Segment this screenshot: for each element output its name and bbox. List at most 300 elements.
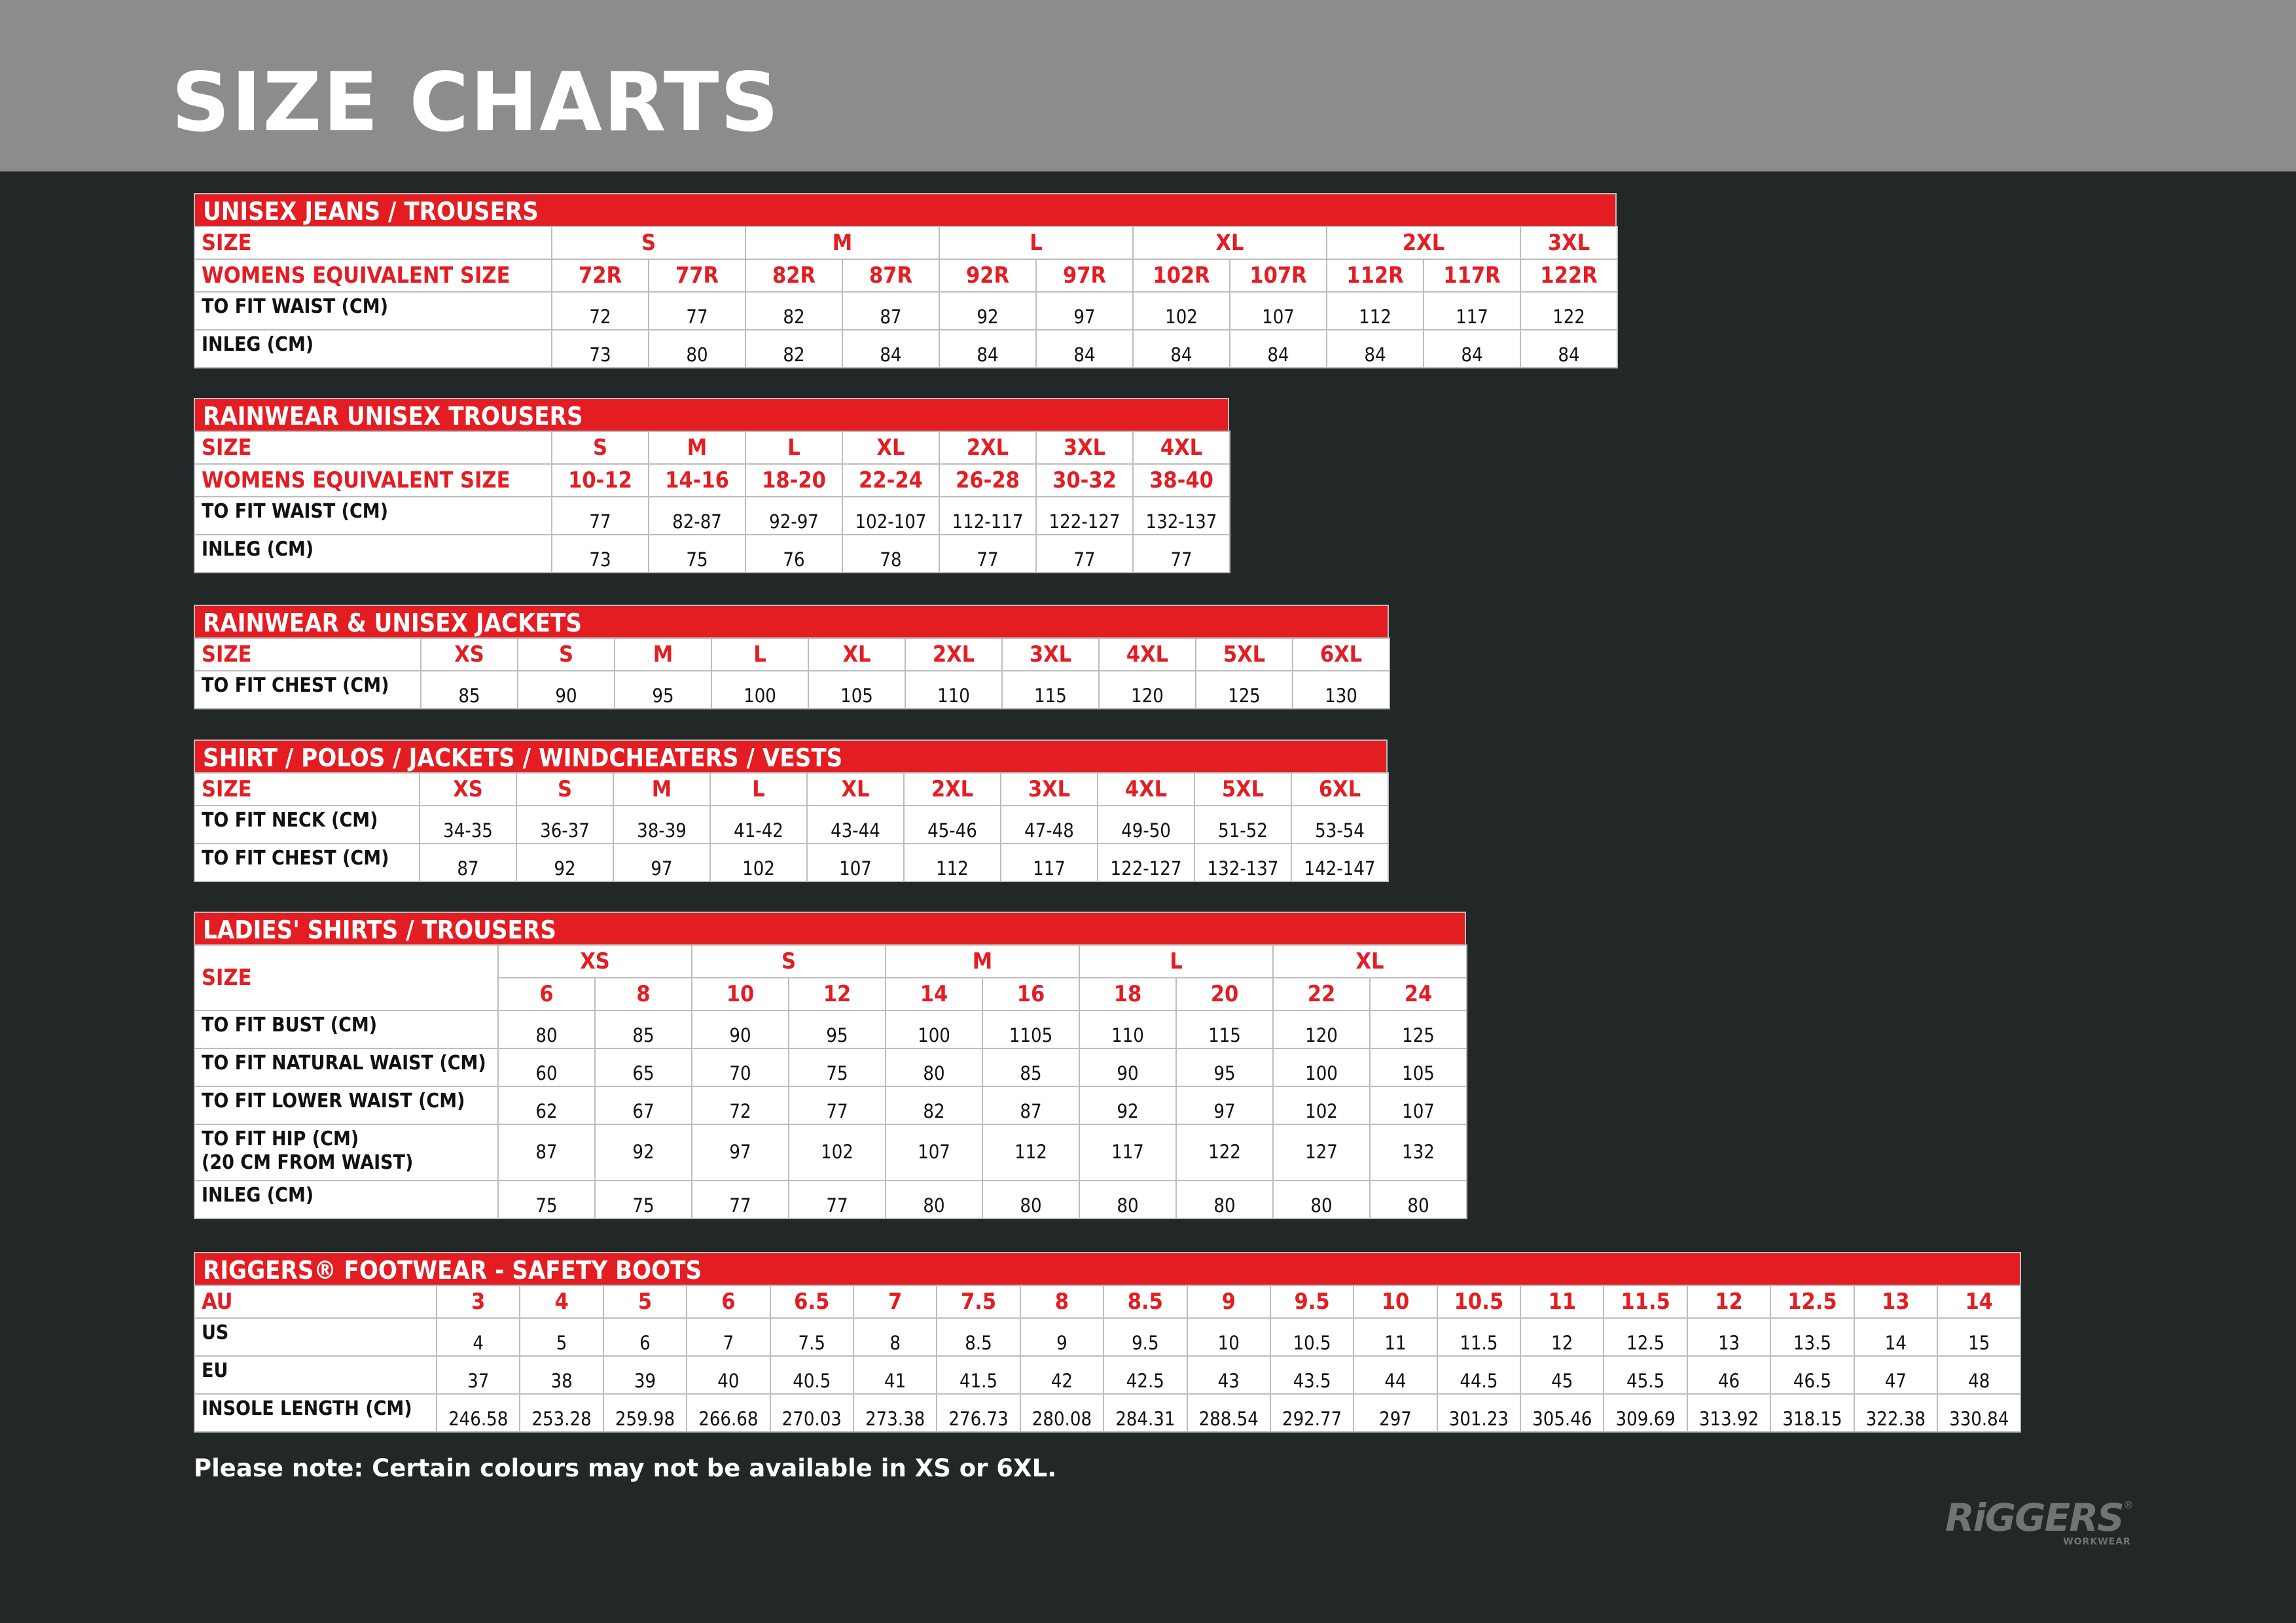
table-cell: 110	[905, 671, 1002, 709]
table-cell: 100	[1273, 1048, 1370, 1086]
size-header: 14	[886, 978, 982, 1010]
table-cell: 43.5	[1270, 1356, 1354, 1394]
size-header: 18	[1079, 978, 1176, 1010]
row-label: EU	[194, 1356, 437, 1394]
table-cell: 117	[1424, 292, 1520, 330]
size-header: S	[552, 431, 649, 464]
table-cell: 100	[886, 1010, 982, 1048]
row-label: TO FIT LOWER WAIST (CM)	[194, 1086, 498, 1124]
boots-size-row	[194, 1285, 2020, 1318]
table-cell: 47-48	[1001, 806, 1098, 844]
womens-size: 102R	[1133, 259, 1230, 292]
size-header: 4XL	[1098, 773, 1194, 806]
table-cell: 107	[1230, 292, 1327, 330]
table-cell: 1105	[982, 1010, 1079, 1048]
size-header: XL	[807, 773, 904, 806]
table-cell: 270.03	[770, 1394, 853, 1432]
size-header: 6XL	[1293, 638, 1390, 671]
table-cell: 44	[1354, 1356, 1437, 1394]
table-cell: 112	[1327, 292, 1424, 330]
womens-size: 82R	[745, 259, 842, 292]
table-cell: 115	[1176, 1010, 1273, 1048]
row-label: TO FIT NATURAL WAIST (CM)	[194, 1048, 498, 1086]
table-cell: 13.5	[1770, 1318, 1854, 1356]
size-header: 5	[603, 1285, 687, 1318]
table-cell: 80	[498, 1010, 595, 1048]
size-header: S	[516, 773, 613, 806]
size-header: 12	[1687, 1285, 1770, 1318]
table-cell: 92-97	[745, 497, 842, 535]
table-cell: 301.23	[1437, 1394, 1520, 1432]
size-header: 14	[1937, 1285, 2020, 1318]
rain-trousers-table	[194, 431, 1230, 573]
table-cell: 84	[939, 330, 1036, 368]
size-header: 7.5	[937, 1285, 1020, 1318]
table-cell: 90	[692, 1010, 789, 1048]
size-header: 10	[1354, 1285, 1437, 1318]
table-cell: 7.5	[770, 1318, 853, 1356]
table-cell: 48	[1937, 1356, 2020, 1394]
table-cell: 322.38	[1854, 1394, 1937, 1432]
size-label: SIZE	[194, 638, 421, 671]
table-cell: 15	[1937, 1318, 2020, 1356]
table-cell: 87	[498, 1124, 595, 1181]
table-cell: 10.5	[1270, 1318, 1354, 1356]
table-cell: 87	[420, 844, 516, 882]
table-cell: 12	[1520, 1318, 1604, 1356]
size-header: 8	[1020, 1285, 1103, 1318]
table-cell: 107	[886, 1124, 982, 1181]
ladies-table	[194, 944, 1467, 1219]
womens-size: 18-20	[745, 464, 842, 497]
womens-size: 92R	[939, 259, 1036, 292]
size-header: 3	[437, 1285, 520, 1318]
table-cell: 309.69	[1604, 1394, 1687, 1432]
size-header: 7	[853, 1285, 937, 1318]
table-cell: 85	[982, 1048, 1079, 1086]
table-cell: 72	[692, 1086, 789, 1124]
size-header: 6	[687, 1285, 770, 1318]
table-cell: 75	[789, 1048, 886, 1086]
table-cell: 100	[711, 671, 808, 709]
jeans-size-row	[194, 226, 1617, 259]
table-cell: 46	[1687, 1356, 1770, 1394]
table-cell: 87	[842, 292, 939, 330]
row-label: US	[194, 1318, 437, 1356]
table-cell: 125	[1370, 1010, 1467, 1048]
size-header: M	[649, 431, 745, 464]
size-header: 16	[982, 978, 1079, 1010]
table-cell: 4	[437, 1318, 520, 1356]
table-cell: 120	[1099, 671, 1196, 709]
row-label	[194, 1124, 498, 1181]
table-cell: 62	[498, 1086, 595, 1124]
table-cell: 82	[886, 1086, 982, 1124]
table-row	[194, 1394, 2020, 1432]
table-cell: 105	[808, 671, 905, 709]
table-cell: 97	[692, 1124, 789, 1181]
table-cell: 8	[853, 1318, 937, 1356]
logo-subtitle: WORKWEAR	[2063, 1537, 2131, 1547]
table-cell: 117	[1001, 844, 1098, 882]
size-header: 11	[1520, 1285, 1604, 1318]
table-cell: 5	[520, 1318, 603, 1356]
table-cell: 305.46	[1520, 1394, 1604, 1432]
riggers-logo	[1945, 1495, 2134, 1547]
size-header: 6	[498, 978, 595, 1010]
table-cell: 80	[1176, 1181, 1273, 1219]
womens-size: 97R	[1036, 259, 1133, 292]
table-row	[194, 535, 1230, 573]
table-cell: 42	[1020, 1356, 1103, 1394]
table-cell: 92	[1079, 1086, 1176, 1124]
table-cell: 82	[745, 330, 842, 368]
table-cell: 125	[1196, 671, 1293, 709]
table-cell: 253.28	[520, 1394, 603, 1432]
table-cell: 80	[1370, 1181, 1467, 1219]
size-header: L	[745, 431, 842, 464]
table-cell: 313.92	[1687, 1394, 1770, 1432]
size-header: 2XL	[905, 638, 1002, 671]
table-cell: 90	[1079, 1048, 1176, 1086]
table-cell: 132	[1370, 1124, 1467, 1181]
table-cell: 45.5	[1604, 1356, 1687, 1394]
table-cell: 37	[437, 1356, 520, 1394]
table-cell: 87	[982, 1086, 1079, 1124]
boots-size-chart	[194, 1252, 2021, 1433]
table-row	[194, 1318, 2020, 1356]
size-group-header: XL	[1273, 945, 1467, 978]
size-header: 9	[1187, 1285, 1270, 1318]
table-cell: 102	[710, 844, 807, 882]
row-label: INSOLE LENGTH (CM)	[194, 1394, 437, 1432]
table-cell: 90	[518, 671, 615, 709]
table-cell: 38	[520, 1356, 603, 1394]
logo-wordmark: RiGGERS	[1945, 1495, 2123, 1540]
row-label: TO FIT BUST (CM)	[194, 1010, 498, 1048]
jeans-size-chart	[194, 193, 1617, 368]
row-label: INLEG (CM)	[194, 1181, 498, 1219]
row-label-line: TO FIT HIP (CM)	[202, 1128, 359, 1150]
size-header: 3XL	[1520, 226, 1617, 259]
table-cell: 85	[595, 1010, 692, 1048]
table-cell: 13	[1687, 1318, 1770, 1356]
table-cell: 77	[692, 1181, 789, 1219]
size-header: 5XL	[1194, 773, 1291, 806]
table-cell: 41-42	[710, 806, 807, 844]
table-cell: 330.84	[1937, 1394, 2020, 1432]
table-cell: 10	[1187, 1318, 1270, 1356]
table-cell: 65	[595, 1048, 692, 1086]
size-label: SIZE	[194, 945, 498, 1010]
size-group-header: XS	[498, 945, 692, 978]
table-row	[194, 292, 1617, 330]
shirts-chart-title: SHIRT / POLOS / JACKETS / WINDCHEATERS / VESTS	[194, 740, 1388, 772]
table-cell: 77	[1133, 535, 1230, 573]
shirts-size-chart	[194, 740, 1388, 882]
size-header: 3XL	[1001, 773, 1098, 806]
row-label: TO FIT NECK (CM)	[194, 806, 420, 844]
table-cell: 92	[939, 292, 1036, 330]
table-row	[194, 671, 1390, 709]
table-cell: 112	[904, 844, 1001, 882]
size-group-header: S	[692, 945, 886, 978]
table-cell: 120	[1273, 1010, 1370, 1048]
size-label: SIZE	[194, 431, 552, 464]
table-cell: 75	[649, 535, 745, 573]
womens-size: 22-24	[842, 464, 939, 497]
size-header: 6XL	[1291, 773, 1388, 806]
table-cell: 85	[421, 671, 518, 709]
table-cell: 9.5	[1103, 1318, 1187, 1356]
table-cell: 122	[1176, 1124, 1273, 1181]
table-cell: 6	[603, 1318, 687, 1356]
jackets-size-row	[194, 638, 1390, 671]
table-cell: 84	[1424, 330, 1520, 368]
row-label: TO FIT CHEST (CM)	[194, 844, 420, 882]
table-cell: 7	[687, 1318, 770, 1356]
table-cell: 42.5	[1103, 1356, 1187, 1394]
table-cell: 130	[1293, 671, 1390, 709]
table-row	[194, 1010, 1467, 1048]
table-row	[194, 1181, 1467, 1219]
table-cell: 84	[1327, 330, 1424, 368]
size-label: SIZE	[194, 773, 420, 806]
jeans-chart-title: UNISEX JEANS / TROUSERS	[194, 193, 1617, 226]
table-cell: 122-127	[1098, 844, 1194, 882]
shirts-size-row	[194, 773, 1388, 806]
womens-size: 112R	[1327, 259, 1424, 292]
table-cell: 75	[498, 1181, 595, 1219]
table-cell: 80	[886, 1048, 982, 1086]
size-header: L	[710, 773, 807, 806]
table-cell: 41	[853, 1356, 937, 1394]
table-cell: 246.58	[437, 1394, 520, 1432]
table-cell: 115	[1002, 671, 1099, 709]
table-cell: 44.5	[1437, 1356, 1520, 1394]
womens-equivalent-label: WOMENS EQUIVALENT SIZE	[194, 259, 552, 292]
au-size-label: AU	[194, 1285, 437, 1318]
table-cell: 80	[1079, 1181, 1176, 1219]
size-header: 4XL	[1099, 638, 1196, 671]
size-header: 12	[789, 978, 886, 1010]
womens-size: 72R	[552, 259, 649, 292]
table-cell: 280.08	[1020, 1394, 1103, 1432]
size-header: 9.5	[1270, 1285, 1354, 1318]
table-cell: 45	[1520, 1356, 1604, 1394]
size-header: 22	[1273, 978, 1370, 1010]
table-cell: 46.5	[1770, 1356, 1854, 1394]
table-cell: 60	[498, 1048, 595, 1086]
table-cell: 84	[842, 330, 939, 368]
jeans-table	[194, 226, 1618, 368]
womens-equivalent-label: WOMENS EQUIVALENT SIZE	[194, 464, 552, 497]
table-cell: 80	[886, 1181, 982, 1219]
size-header: M	[613, 773, 710, 806]
table-cell: 45-46	[904, 806, 1001, 844]
table-cell: 40.5	[770, 1356, 853, 1394]
size-header: S	[518, 638, 615, 671]
table-cell: 47	[1854, 1356, 1937, 1394]
table-cell: 41.5	[937, 1356, 1020, 1394]
boots-table	[194, 1285, 2021, 1433]
size-header: XS	[421, 638, 518, 671]
size-header: 11.5	[1604, 1285, 1687, 1318]
table-cell: 102	[1133, 292, 1230, 330]
table-cell: 84	[1036, 330, 1133, 368]
table-cell: 70	[692, 1048, 789, 1086]
size-header: 4	[520, 1285, 603, 1318]
table-cell: 75	[595, 1181, 692, 1219]
size-header: S	[552, 226, 745, 259]
size-header: L	[939, 226, 1133, 259]
table-cell: 76	[745, 535, 842, 573]
ladies-size-chart	[194, 912, 1466, 1219]
jackets-table	[194, 637, 1390, 709]
table-cell: 107	[807, 844, 904, 882]
row-label: INLEG (CM)	[194, 535, 552, 573]
row-label: TO FIT WAIST (CM)	[194, 292, 552, 330]
table-cell: 110	[1079, 1010, 1176, 1048]
size-header: M	[745, 226, 939, 259]
size-label: SIZE	[194, 226, 552, 259]
womens-size: 122R	[1520, 259, 1617, 292]
row-label: TO FIT CHEST (CM)	[194, 671, 421, 709]
size-header: 10.5	[1437, 1285, 1520, 1318]
womens-size: 10-12	[552, 464, 649, 497]
table-cell: 53-54	[1291, 806, 1388, 844]
table-cell: 80	[1273, 1181, 1370, 1219]
table-cell: 95	[789, 1010, 886, 1048]
womens-size: 87R	[842, 259, 939, 292]
table-cell: 49-50	[1098, 806, 1194, 844]
table-cell: 43	[1187, 1356, 1270, 1394]
table-cell: 92	[595, 1124, 692, 1181]
womens-size: 30-32	[1036, 464, 1133, 497]
table-cell: 107	[1370, 1086, 1467, 1124]
size-header: M	[615, 638, 711, 671]
table-cell: 97	[1176, 1086, 1273, 1124]
table-cell: 132-137	[1194, 844, 1291, 882]
table-cell: 51-52	[1194, 806, 1291, 844]
page-title: SIZE CHARTS	[171, 56, 780, 150]
table-cell: 73	[552, 535, 649, 573]
table-cell: 8.5	[937, 1318, 1020, 1356]
size-header: 8.5	[1103, 1285, 1187, 1318]
table-cell: 34-35	[420, 806, 516, 844]
table-row	[194, 806, 1388, 844]
row-label: INLEG (CM)	[194, 330, 552, 368]
table-row	[194, 497, 1230, 535]
table-cell: 102	[1273, 1086, 1370, 1124]
table-cell: 297	[1354, 1394, 1437, 1432]
table-row	[194, 330, 1617, 368]
size-group-header: L	[1079, 945, 1273, 978]
jackets-chart-title: RAINWEAR & UNISEX JACKETS	[194, 605, 1389, 637]
table-cell: 112	[982, 1124, 1079, 1181]
table-cell: 77	[649, 292, 745, 330]
size-header: 10	[692, 978, 789, 1010]
shirts-table	[194, 772, 1389, 882]
table-row	[194, 1086, 1467, 1124]
table-cell: 112-117	[939, 497, 1036, 535]
table-cell: 82-87	[649, 497, 745, 535]
table-cell: 84	[1230, 330, 1327, 368]
table-cell: 102	[789, 1124, 886, 1181]
table-cell: 77	[789, 1086, 886, 1124]
table-cell: 78	[842, 535, 939, 573]
table-cell: 266.68	[687, 1394, 770, 1432]
table-cell: 77	[1036, 535, 1133, 573]
size-group-header: M	[886, 945, 1079, 978]
size-header: 2XL	[904, 773, 1001, 806]
jeans-womens-row	[194, 259, 1617, 292]
rain-trousers-size-chart	[194, 398, 1229, 573]
womens-size: 117R	[1424, 259, 1520, 292]
table-cell: 127	[1273, 1124, 1370, 1181]
table-cell: 12.5	[1604, 1318, 1687, 1356]
size-header: 2XL	[939, 431, 1036, 464]
table-cell: 9	[1020, 1318, 1103, 1356]
table-cell: 95	[1176, 1048, 1273, 1086]
rain-trousers-size-row	[194, 431, 1230, 464]
ladies-chart-title: LADIES' SHIRTS / TROUSERS	[194, 912, 1466, 944]
table-row	[194, 844, 1388, 882]
size-header: 2XL	[1327, 226, 1520, 259]
table-cell: 73	[552, 330, 649, 368]
size-header: 13	[1854, 1285, 1937, 1318]
table-cell: 80	[982, 1181, 1079, 1219]
table-cell: 36-37	[516, 806, 613, 844]
table-cell: 84	[1520, 330, 1617, 368]
size-header: 8	[595, 978, 692, 1010]
table-cell: 95	[615, 671, 711, 709]
row-label-line: (20 CM FROM WAIST)	[202, 1151, 414, 1174]
size-header: 3XL	[1002, 638, 1099, 671]
table-cell: 14	[1854, 1318, 1937, 1356]
table-cell: 97	[1036, 292, 1133, 330]
table-cell: 292.77	[1270, 1394, 1354, 1432]
table-cell: 142-147	[1291, 844, 1388, 882]
womens-size: 107R	[1230, 259, 1327, 292]
table-cell: 38-39	[613, 806, 710, 844]
size-header: XS	[420, 773, 516, 806]
table-cell: 259.98	[603, 1394, 687, 1432]
womens-size: 38-40	[1133, 464, 1230, 497]
rain-trousers-womens-row	[194, 464, 1230, 497]
table-cell: 122-127	[1036, 497, 1133, 535]
table-cell: 67	[595, 1086, 692, 1124]
row-label: TO FIT WAIST (CM)	[194, 497, 552, 535]
table-cell: 318.15	[1770, 1394, 1854, 1432]
size-header: 3XL	[1036, 431, 1133, 464]
womens-size: 26-28	[939, 464, 1036, 497]
table-cell: 284.31	[1103, 1394, 1187, 1432]
table-cell: 102-107	[842, 497, 939, 535]
table-cell: 273.38	[853, 1394, 937, 1432]
table-row	[194, 1356, 2020, 1394]
table-cell: 92	[516, 844, 613, 882]
table-cell: 77	[789, 1181, 886, 1219]
availability-note: Please note: Certain colours may not be available in XS or 6XL.	[194, 1454, 1057, 1482]
size-header: L	[711, 638, 808, 671]
table-cell: 82	[745, 292, 842, 330]
size-header: XL	[842, 431, 939, 464]
table-row	[194, 1048, 1467, 1086]
table-cell: 97	[613, 844, 710, 882]
size-header: XL	[808, 638, 905, 671]
size-header: 5XL	[1196, 638, 1293, 671]
